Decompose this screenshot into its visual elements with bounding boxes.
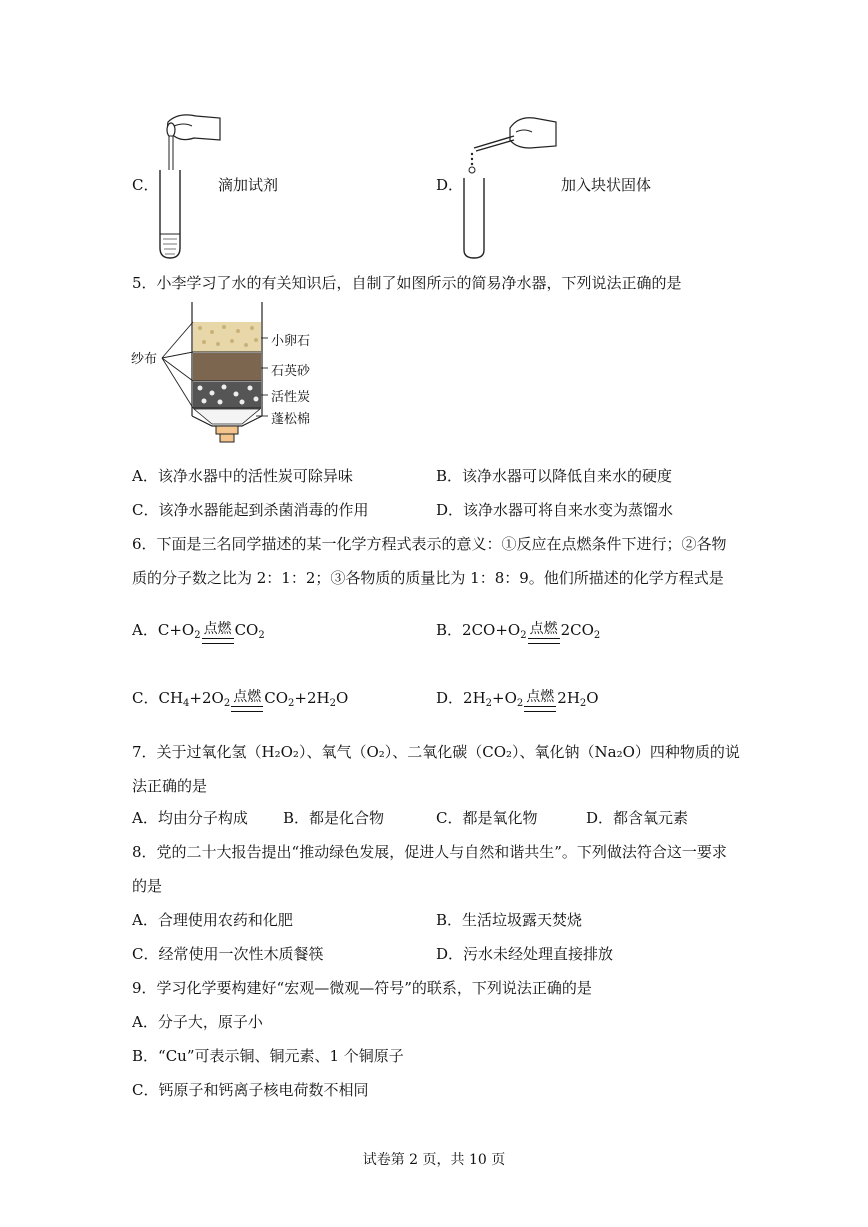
q4-option-c-text: 滴加试剂 — [218, 176, 279, 194]
filter-label-pebbles: 小卵石 — [271, 334, 311, 349]
q9-option-a: A．分子大，原子小 — [132, 1013, 263, 1031]
q7-option-a: A．均由分子构成 — [132, 809, 248, 827]
q9-option-b: B．“Cu”可表示铜、铜元素、1 个铜原子 — [132, 1047, 404, 1065]
q7-stem-line1: 7．关于过氧化氢（H₂O₂）、氧气（O₂）、二氧化碳（CO₂）、氧化钠（Na₂O）四种物质的说 — [132, 743, 740, 761]
q6-stem-line2: 质的分子数之比为 2：1：2；③各物质的质量比为 1：8：9。他们所描述的化学方程式是 — [132, 569, 724, 587]
q9-option-c: C．钙原子和钙离子核电荷数不相同 — [132, 1081, 369, 1099]
q7-option-d: D．都含氧元素 — [586, 809, 689, 827]
q8-option-a: A．合理使用农药和化肥 — [132, 911, 293, 929]
q6-option-d: D．$2H_2+O_2$ 点燃 $2H_2O$ — [436, 688, 599, 716]
q5-option-b: B．该净水器可以降低自来水的硬度 — [436, 467, 673, 485]
q5-option-a: A．该净水器中的活性炭可除异味 — [132, 467, 353, 485]
q4-option-d-text: 加入块状固体 — [561, 176, 652, 194]
q5-option-c: C．该净水器能起到杀菌消毒的作用 — [132, 501, 369, 519]
filter-label-cotton: 蓬松棉 — [271, 412, 311, 427]
page-footer: 试卷第 2 页，共 10 页 — [362, 1152, 506, 1168]
q5-stem: 5．小李学习了水的有关知识后，自制了如图所示的简易净水器，下列说法正确的是 — [132, 274, 682, 292]
q5-option-d: D．该净水器可将自来水变为蒸馏水 — [436, 501, 674, 519]
q6-option-a: A．$C+O_2$ 点燃 $CO_2$ — [132, 620, 265, 648]
filter-label-gauze: 纱布 — [131, 352, 158, 367]
q8-option-d: D．污水未经处理直接排放 — [436, 945, 614, 963]
q8-stem-line2: 的是 — [132, 877, 163, 895]
q8-option-c: C．经常使用一次性木质餐筷 — [132, 945, 324, 963]
dropper-test-tube-figure — [148, 108, 224, 260]
tweezers-test-tube-figure — [458, 108, 558, 260]
q6-stem-line1: 6．下面是三名同学描述的某一化学方程式表示的意义：①反应在点燃条件下进行；②各物 — [132, 535, 727, 553]
filter-label-activated-carbon: 活性炭 — [271, 390, 311, 405]
q8-stem-line1: 8．党的二十大报告提出“推动绿色发展，促进人与自然和谐共生”。下列做法符合这一要求 — [132, 843, 727, 861]
filter-label-quartz-sand: 石英砂 — [271, 364, 311, 379]
q7-option-c: C．都是氧化物 — [436, 809, 538, 827]
q4-option-d-letter: D． — [436, 176, 464, 194]
q7-option-b: B．都是化合物 — [283, 809, 385, 827]
q6-option-b: B．$2CO+O_2$ 点燃 $2CO_2$ — [436, 620, 600, 648]
q7-stem-line2: 法正确的是 — [132, 777, 208, 795]
q6-option-c: C．$CH_4+2O_2$ 点燃 $CO_2+2H_2O$ — [132, 688, 348, 716]
q8-option-b: B．生活垃圾露天焚烧 — [436, 911, 583, 929]
q4-option-c-letter: C． — [132, 176, 159, 194]
q9-stem: 9．学习化学要构建好“宏观—微观—符号”的联系，下列说法正确的是 — [132, 979, 592, 997]
